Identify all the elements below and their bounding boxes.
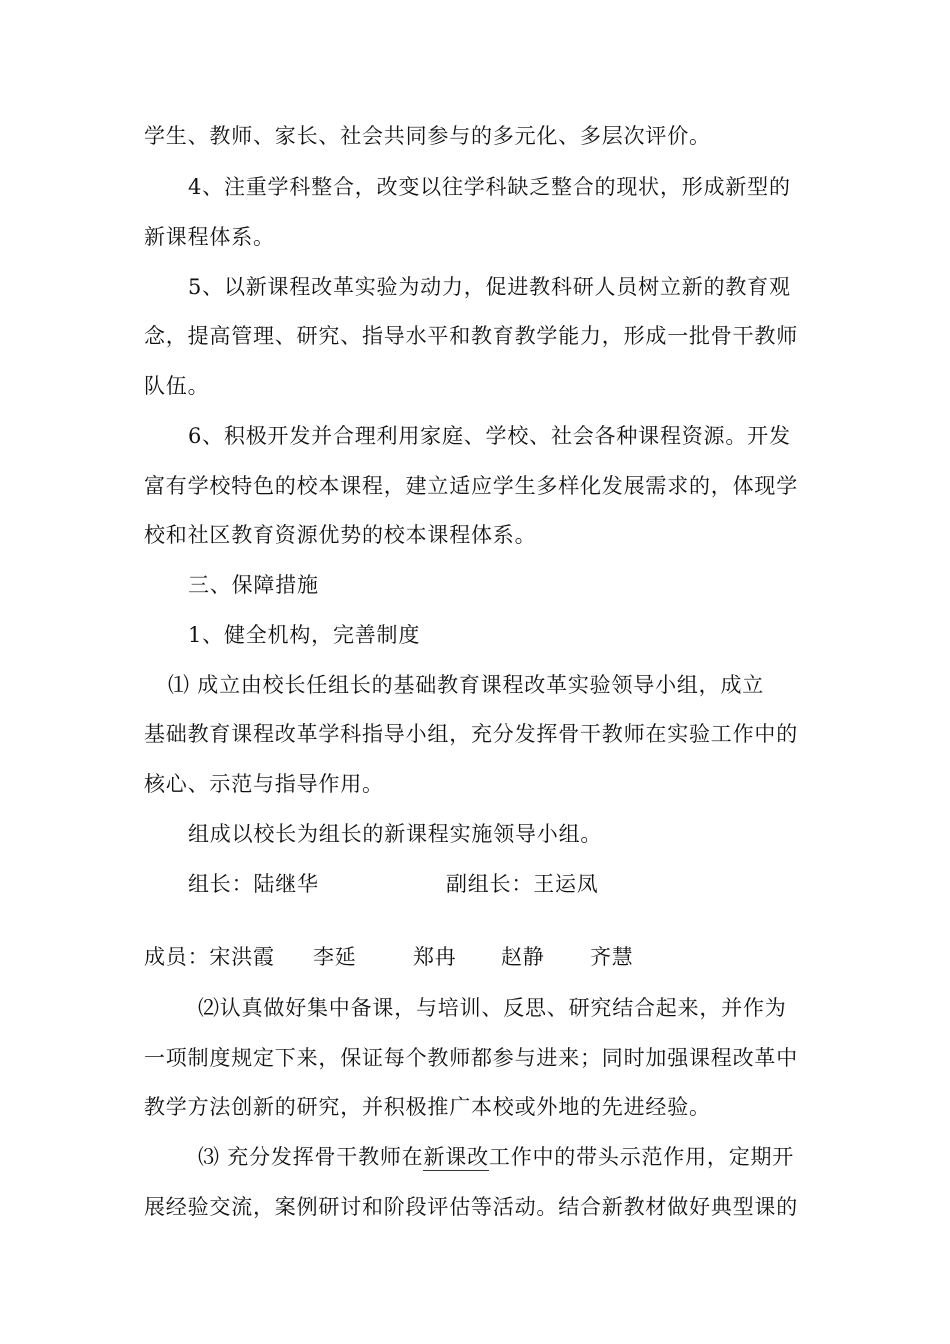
group-deputy-leader: 副组长：王运凤 [446, 872, 599, 896]
paragraph-line: 队伍。 [144, 374, 210, 398]
text-segment: ⑶ 充分发挥骨干教师在 [198, 1145, 424, 1169]
paragraph-line: ⑴ 成立由校长任组长的基础教育课程改革实验领导小组，成立 [168, 673, 765, 697]
members-label: 成员：宋洪霞 [144, 945, 275, 969]
paragraph-line: 一项制度规定下来，保证每个教师都参与进来；同时加强课程改革中 [144, 1046, 798, 1070]
subsection-heading: 1、健全机构，完善制度 [188, 623, 421, 647]
paragraph-line: 展经验交流，案例研讨和阶段评估等活动。结合新教材做好典型课的 [144, 1195, 798, 1219]
paragraph-line: 组成以校长为组长的新课程实施领导小组。 [188, 822, 603, 846]
paragraph-line [198, 1142, 794, 1172]
paragraph-line: 富有学校特色的校本课程，建立适应学生多样化发展需求的，体现学 [144, 474, 798, 498]
paragraph-line: 校和社区教育资源优势的校本课程体系。 [144, 523, 537, 547]
paragraph-line: 4、注重学科整合，改变以往学科缺乏整合的现状，形成新型的 [188, 175, 791, 199]
text-segment: 工作中的带头示范作用，定期开 [488, 1145, 795, 1169]
paragraph-line: 6、积极开发并合理利用家庭、学校、社会各种课程资源。开发 [188, 424, 791, 448]
section-heading: 三、保障措施 [188, 573, 319, 597]
paragraph-line: 念，提高管理、研究、指导水平和教育教学能力，形成一批骨干教师 [144, 324, 798, 348]
paragraph-line: 学生、教师、家长、社会共同参与的多元化、多层次评价。 [144, 124, 711, 148]
group-leader: 组长：陆继华 [188, 872, 319, 896]
underlined-text: 新课改 [423, 1145, 489, 1169]
paragraph-line: ⑵认真做好集中备课，与培训、反思、研究结合起来，并作为 [198, 996, 787, 1020]
member-name: 李延 [313, 945, 357, 969]
paragraph-line: 教学方法创新的研究，并积极推广本校或外地的先进经验。 [144, 1095, 711, 1119]
paragraph-line: 5、以新课程改革实验为动力，促进教科研人员树立新的教育观 [188, 275, 791, 299]
paragraph-line: 基础教育课程改革学科指导小组，充分发挥骨干教师在实验工作中的 [144, 722, 798, 746]
paragraph-line: 核心、示范与指导作用。 [144, 772, 384, 796]
member-name: 齐慧 [590, 945, 634, 969]
member-name: 郑冉 [413, 945, 457, 969]
paragraph-line: 新课程体系。 [144, 225, 275, 249]
member-name: 赵静 [501, 945, 545, 969]
